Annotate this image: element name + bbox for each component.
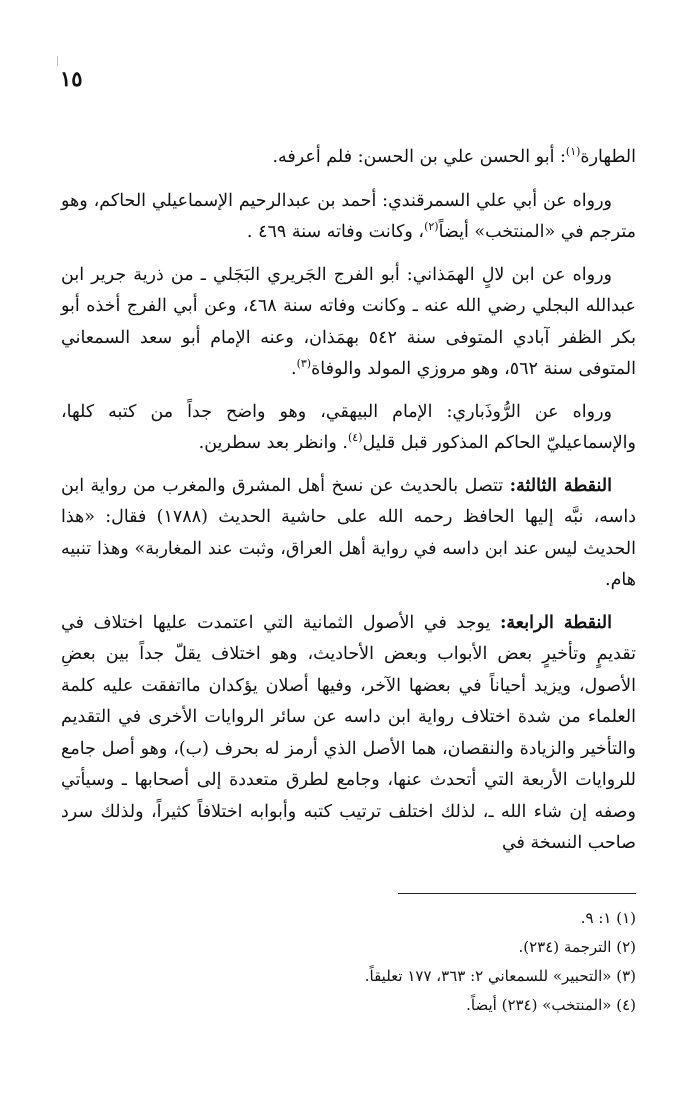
footnote-2: (٢) الترجمة (٢٣٤). (518, 938, 636, 956)
paragraph-1-text: الطهارة (580, 147, 636, 167)
paragraph-4 (61, 397, 636, 460)
page-number: ١٥ (60, 66, 83, 91)
point-four-heading: النقطة الرابعة: (499, 612, 612, 633)
paragraph-4-text-end: . وانظر بعد سطرين. (198, 433, 348, 453)
footnote-ref-2[interactable]: (٢) (424, 220, 439, 234)
paragraph-2-text-end: ، وكانت وفاته سنة ٤٦٩ . (246, 222, 425, 242)
scan-mark (57, 56, 58, 66)
main-text (61, 142, 636, 871)
point-four-text: يوجد في الأصول الثمانية التي اعتمدت عليها اختلاف في تقديمٍ وتأخيرٍ بعض الأبواب وبعض الأحاديث، وهو اختلاف يقلّ جداً بين بعضِ الأصول، ويزيد أحياناً في بعضها الآخر، وفيها أصلان يؤكدان مااتفقت عليه كلمة العلماء من شدة اختلاف رواية ابن داسه عن سائر الروايات الأخرى في التقديم والتأخير والزيادة والنقصان، هما الأصل الذي أرمز له بحرف (ب)، وهو أصل جامع للروايات الأربعة التي أتحدث عنها، وجامع لطرق متعددة إلى أصحابها ـ وسيأتي وصفه إن شاء الله ـ، لذلك اختلف ترتيب كتبه وأبوابه اختلافاً كثيراً، ولذلك سرد صاحب النسخة في (61, 612, 636, 853)
paragraph-point-four (61, 608, 636, 860)
paragraph-3 (61, 260, 636, 386)
footnote-ref-4[interactable]: (٤) (348, 431, 363, 445)
point-three-heading: النقطة الثالثة: (509, 475, 612, 496)
footnotes (61, 904, 636, 1020)
paragraph-point-three (61, 471, 636, 597)
footnote-1: (١) ١: ٩. (580, 909, 636, 927)
paragraph-3-text-end: . (290, 359, 297, 379)
paragraph-2 (61, 186, 636, 249)
paragraph-1-text-end: : أبو الحسن علي بن الحسن: فلم أعرفه. (272, 147, 566, 167)
footnote-3: (٣) «التحبير» للسمعاني ٢: ٣٦٣، ١٧٧ تعليقاً. (364, 967, 636, 985)
footnote-ref-1[interactable]: (١) (565, 145, 581, 159)
footnote-separator (398, 893, 636, 894)
paragraph-3-text: ورواه عن ابن لالٍ الهمَذاني: أبو الفرج الجَريري البَجَلي ـ من ذرية جرير ابن عبدالله البجلي رضي الله عنه ـ وكانت وفاته سنة ٤٦٨، وعن أبي الفرج أخذه أبو بكر الظفر آبادي المتوفى سنة ٥٤٢ بهمَذان، وعنه الإمام أبو سعد السمعاني المتوفى سنة ٥٦٢، وهو مروزي المولد والوفاة (61, 264, 636, 379)
footnote-4: (٤) «المنتخب» (٢٣٤) أيضاً. (466, 996, 636, 1014)
point-three-text: تتصل بالحديث عن نسخ أهل المشرق والمغرب من رواية ابن داسه، نبَّه إليها الحافظ رحمه الله على حاشية الحديث (١٧٨٨) فقال: «هذا الحديث ليس عند ابن داسه في رواية أهل العراق، وثبت عند المغاربة» وهذا تنبيه هام. (61, 475, 636, 590)
paragraph-1 (61, 142, 636, 174)
paragraph-4-text: ورواه عن الرُّوذَباري: الإمام البيهقي، وهو واضح جداً من كتبه كلها، والإسماعيليّ الحاكم المذكور قبل قليل (61, 401, 636, 453)
footnote-ref-3[interactable]: (٣) (296, 357, 312, 371)
paragraph-2-text: ورواه عن أبي علي السمرقندي: أحمد بن عبدالرحيم الإسماعيلي الحاكم، وهو مترجم في «المنتخب» أيضاً (61, 190, 636, 242)
